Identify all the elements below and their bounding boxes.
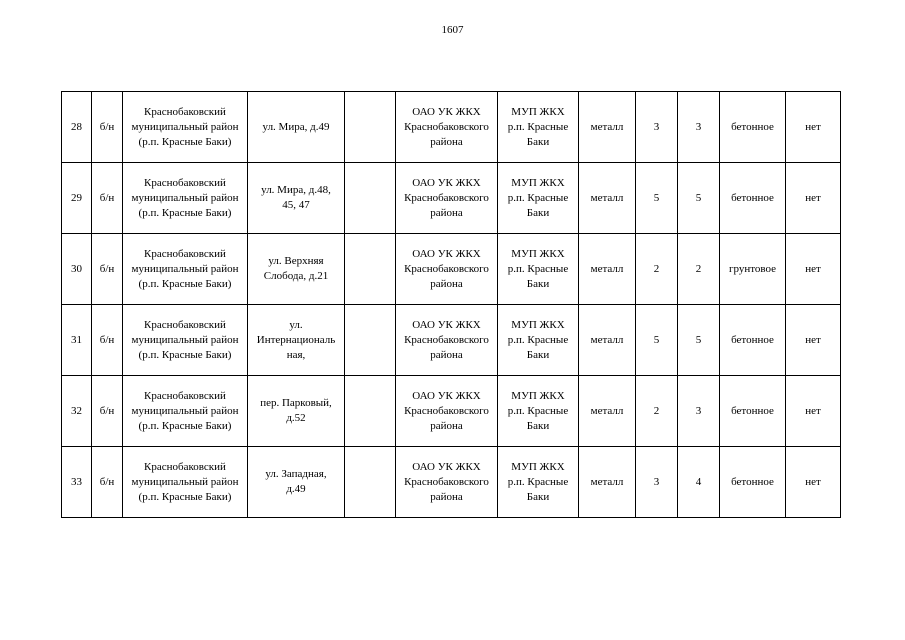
cell-house: б/н xyxy=(92,447,123,518)
cell-blank xyxy=(345,376,396,447)
cell-operator-line: МУП ЖКХ xyxy=(511,176,565,189)
cell-operator-line: р.п. Красные xyxy=(507,404,569,417)
table-row xyxy=(62,163,841,234)
cell-base-surface: грунтовое xyxy=(720,234,786,305)
cell-management-company xyxy=(396,376,498,447)
cell-operator-line: Баки xyxy=(526,348,550,361)
cell-address-line: Интернациональ xyxy=(256,333,336,346)
cell-address xyxy=(248,376,345,447)
cell-management-company xyxy=(396,234,498,305)
cell-management-company-line: ОАО УК ЖКХ xyxy=(412,105,481,118)
cell-number: 28 xyxy=(62,92,92,163)
cell-district xyxy=(123,163,248,234)
cell-number: 30 xyxy=(62,234,92,305)
cell-blank xyxy=(345,163,396,234)
cell-operator xyxy=(498,447,579,518)
cell-management-company-line: района xyxy=(430,348,463,361)
cell-blank xyxy=(345,447,396,518)
cell-district-line: Краснобаковский xyxy=(144,389,226,402)
cell-house: б/н xyxy=(92,234,123,305)
cell-material: металл xyxy=(579,376,636,447)
cell-management-company-line: Краснобаковского xyxy=(404,475,489,488)
table-row xyxy=(62,447,841,518)
cell-count-b: 2 xyxy=(678,234,720,305)
cell-management-company-line: района xyxy=(430,206,463,219)
cell-management-company-line: района xyxy=(430,135,463,148)
cell-operator-line: МУП ЖКХ xyxy=(511,105,565,118)
cell-base-surface: бетонное xyxy=(720,305,786,376)
cell-district-line: муниципальный район xyxy=(131,475,239,488)
cell-base-surface: бетонное xyxy=(720,163,786,234)
cell-management-company-line: Краснобаковского xyxy=(404,404,489,417)
cell-operator-line: Баки xyxy=(526,206,550,219)
cell-fence: нет xyxy=(786,234,841,305)
cell-count-a: 2 xyxy=(636,376,678,447)
cell-count-a: 5 xyxy=(636,305,678,376)
cell-material: металл xyxy=(579,163,636,234)
cell-management-company-line: района xyxy=(430,277,463,290)
cell-address-line: пер. Парковый, xyxy=(260,397,332,409)
cell-district xyxy=(123,234,248,305)
cell-district-line: Краснобаковский xyxy=(144,176,226,189)
cell-district-line: Краснобаковский xyxy=(144,460,226,473)
cell-material: металл xyxy=(579,92,636,163)
cell-district xyxy=(123,447,248,518)
cell-address-line: ул. xyxy=(289,318,303,331)
cell-management-company-line: ОАО УК ЖКХ xyxy=(412,460,481,473)
cell-address-line: 45, 47 xyxy=(282,199,310,211)
cell-house: б/н xyxy=(92,163,123,234)
cell-district-line: муниципальный район xyxy=(131,191,239,204)
cell-operator-line: р.п. Красные xyxy=(507,191,569,204)
cell-management-company xyxy=(396,305,498,376)
cell-operator xyxy=(498,92,579,163)
cell-district-line: муниципальный район xyxy=(131,120,239,133)
cell-address-line: д.49 xyxy=(286,483,306,495)
cell-district-line: муниципальный район xyxy=(131,333,239,346)
cell-count-b: 5 xyxy=(678,163,720,234)
cell-blank xyxy=(345,92,396,163)
cell-address xyxy=(248,234,345,305)
cell-house: б/н xyxy=(92,92,123,163)
cell-count-b: 5 xyxy=(678,305,720,376)
cell-management-company-line: ОАО УК ЖКХ xyxy=(412,318,481,331)
cell-management-company-line: района xyxy=(430,419,463,432)
cell-management-company xyxy=(396,447,498,518)
cell-operator-line: Баки xyxy=(526,277,550,290)
cell-operator-line: р.п. Красные xyxy=(507,475,569,488)
cell-count-b: 3 xyxy=(678,92,720,163)
cell-fence: нет xyxy=(786,305,841,376)
cell-district-line: (р.п. Красные Баки) xyxy=(138,348,232,361)
cell-fence: нет xyxy=(786,447,841,518)
cell-address-line: Слобода, д.21 xyxy=(263,270,329,282)
cell-operator-line: МУП ЖКХ xyxy=(511,460,565,473)
cell-blank xyxy=(345,305,396,376)
cell-district-line: муниципальный район xyxy=(131,262,239,275)
cell-base-surface: бетонное xyxy=(720,92,786,163)
cell-address-line: ул. Мира, д.49 xyxy=(262,120,330,133)
cell-house: б/н xyxy=(92,305,123,376)
cell-management-company-line: ОАО УК ЖКХ xyxy=(412,389,481,402)
cell-address-line: ул. Западная, xyxy=(265,468,327,480)
cell-operator xyxy=(498,376,579,447)
cell-fence: нет xyxy=(786,376,841,447)
cell-district-line: муниципальный район xyxy=(131,404,239,417)
cell-management-company-line: ОАО УК ЖКХ xyxy=(412,176,481,189)
cell-fence: нет xyxy=(786,92,841,163)
cell-operator xyxy=(498,234,579,305)
cell-management-company-line: Краснобаковского xyxy=(404,191,489,204)
cell-count-b: 4 xyxy=(678,447,720,518)
cell-operator-line: МУП ЖКХ xyxy=(511,389,565,402)
table-row xyxy=(62,376,841,447)
table-row xyxy=(62,305,841,376)
cell-base-surface: бетонное xyxy=(720,376,786,447)
cell-operator-line: р.п. Красные xyxy=(507,120,569,133)
page-number: 1607 xyxy=(441,24,464,36)
cell-management-company-line: района xyxy=(430,490,463,503)
cell-number: 33 xyxy=(62,447,92,518)
cell-number: 32 xyxy=(62,376,92,447)
cell-operator xyxy=(498,305,579,376)
table-row xyxy=(62,92,841,163)
cell-management-company-line: Краснобаковского xyxy=(404,120,489,133)
cell-blank xyxy=(345,234,396,305)
cell-district-line: Краснобаковский xyxy=(144,105,226,118)
cell-management-company-line: Краснобаковского xyxy=(404,262,489,275)
cell-count-a: 2 xyxy=(636,234,678,305)
cell-address xyxy=(248,447,345,518)
registry-table xyxy=(61,91,841,518)
cell-district xyxy=(123,376,248,447)
cell-material: металл xyxy=(579,305,636,376)
cell-management-company xyxy=(396,163,498,234)
cell-material: металл xyxy=(579,234,636,305)
cell-district-line: (р.п. Красные Баки) xyxy=(138,277,232,290)
cell-operator-line: МУП ЖКХ xyxy=(511,247,565,260)
cell-operator-line: Баки xyxy=(526,135,550,148)
cell-address-line: д.52 xyxy=(286,412,306,424)
cell-address xyxy=(248,163,345,234)
cell-district xyxy=(123,305,248,376)
cell-district-line: (р.п. Красные Баки) xyxy=(138,419,232,432)
cell-operator-line: р.п. Красные xyxy=(507,262,569,275)
cell-number: 31 xyxy=(62,305,92,376)
cell-material: металл xyxy=(579,447,636,518)
cell-address-line: ная, xyxy=(286,348,306,361)
cell-count-a: 3 xyxy=(636,447,678,518)
cell-count-b: 3 xyxy=(678,376,720,447)
cell-operator-line: МУП ЖКХ xyxy=(511,318,565,331)
cell-district-line: Краснобаковский xyxy=(144,247,226,260)
cell-operator-line: Баки xyxy=(526,419,550,432)
cell-house: б/н xyxy=(92,376,123,447)
cell-district xyxy=(123,92,248,163)
cell-management-company xyxy=(396,92,498,163)
cell-base-surface: бетонное xyxy=(720,447,786,518)
cell-management-company-line: Краснобаковского xyxy=(404,333,489,346)
cell-district-line: (р.п. Красные Баки) xyxy=(138,490,232,503)
cell-operator-line: Баки xyxy=(526,490,550,503)
cell-number: 29 xyxy=(62,163,92,234)
table-row xyxy=(62,234,841,305)
cell-district-line: Краснобаковский xyxy=(144,318,226,331)
cell-management-company-line: ОАО УК ЖКХ xyxy=(412,247,481,260)
cell-operator xyxy=(498,163,579,234)
cell-count-a: 5 xyxy=(636,163,678,234)
registry-body xyxy=(62,92,841,518)
cell-district-line: (р.п. Красные Баки) xyxy=(138,206,232,219)
cell-address-line: ул. Верхняя xyxy=(268,255,324,267)
cell-operator-line: р.п. Красные xyxy=(507,333,569,346)
cell-address xyxy=(248,92,345,163)
cell-fence: нет xyxy=(786,163,841,234)
cell-address xyxy=(248,305,345,376)
cell-district-line: (р.п. Красные Баки) xyxy=(138,135,232,148)
cell-count-a: 3 xyxy=(636,92,678,163)
cell-address-line: ул. Мира, д.48, xyxy=(261,184,331,196)
